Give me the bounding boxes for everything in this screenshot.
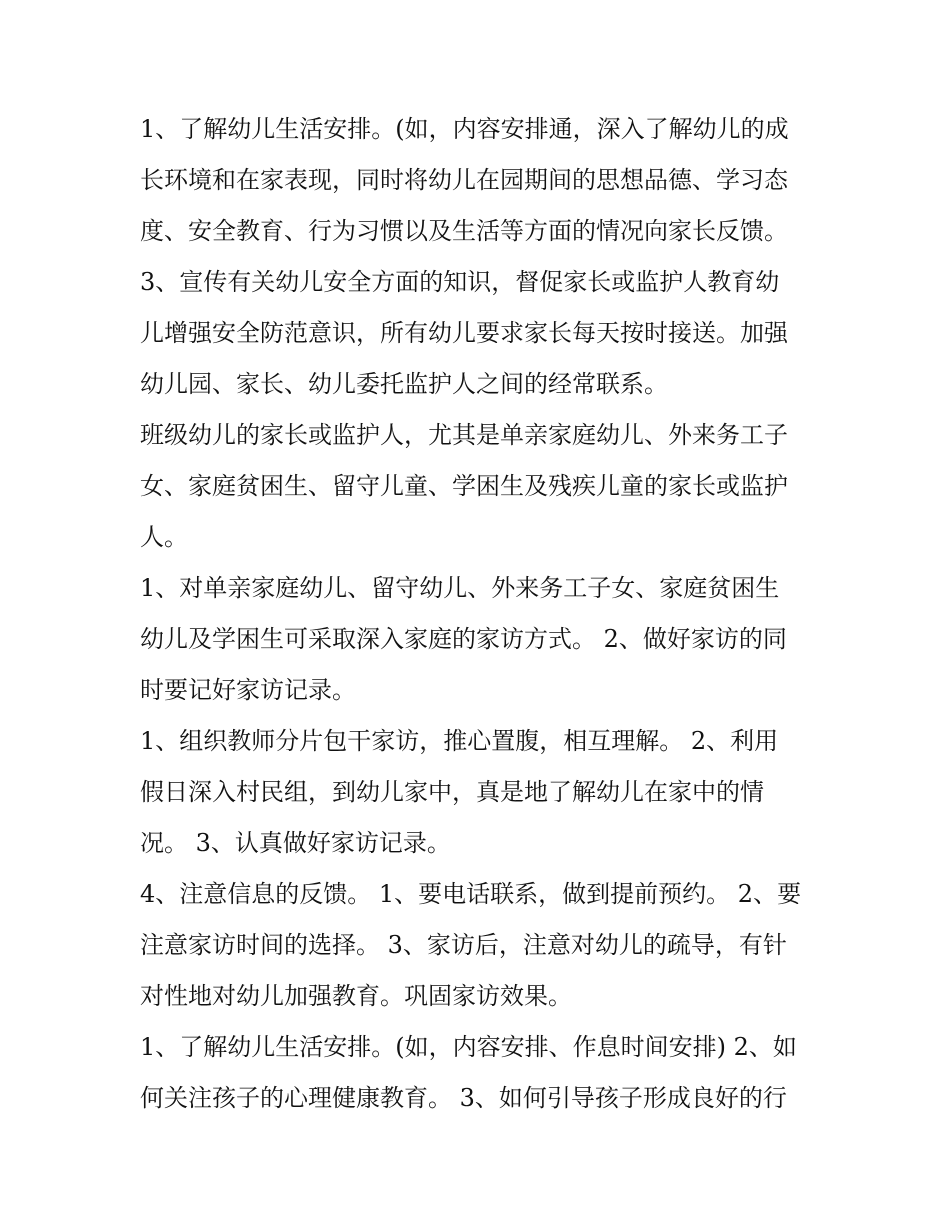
paragraph — [140, 716, 820, 869]
text-line: 1、组织教师分片包干家访，推心置腹，相互理解。 2、利用 — [140, 727, 779, 755]
text-line: 长环境和在家表现，同时将幼儿在园期间的思想品德、学习态 — [140, 166, 788, 194]
text-line: 对性地对幼儿加强教育。巩固家访效果。 — [140, 982, 572, 1010]
text-line: 注意家访时间的选择。 3、家访后，注意对幼儿的疏导，有针 — [140, 931, 787, 959]
text-line: 度、安全教育、行为习惯以及生活等方面的情况向家长反馈。 — [140, 217, 788, 245]
paragraph — [140, 410, 820, 563]
text-line: 1、了解幼儿生活安排。(如，内容安排通，深入了解幼儿的成 — [140, 115, 789, 143]
text-line: 况。 3、认真做好家访记录。 — [140, 829, 451, 857]
paragraph — [140, 563, 820, 716]
text-line: 人。 — [140, 523, 188, 551]
paragraph — [140, 257, 820, 410]
text-line: 1、对单亲家庭幼儿、留守幼儿、外来务工子女、家庭贫困生 — [140, 574, 780, 602]
paragraph — [140, 869, 820, 1022]
document-body — [140, 104, 820, 1124]
text-line: 时要记好家访记录。 — [140, 676, 356, 704]
text-line: 4、注意信息的反馈。 1、要电话联系，做到提前预约。 2、要 — [140, 880, 802, 908]
text-line: 幼儿园、家长、幼儿委托监护人之间的经常联系。 — [140, 370, 668, 398]
text-line: 女、家庭贫困生、留守儿童、学困生及残疾儿童的家长或监护 — [140, 472, 788, 500]
text-line: 1、了解幼儿生活安排。(如，内容安排、作息时间安排) 2、如 — [140, 1033, 797, 1061]
text-line: 儿增强安全防范意识，所有幼儿要求家长每天按时接送。加强 — [140, 319, 788, 347]
text-line: 何关注孩子的心理健康教育。 3、如何引导孩子形成良好的行 — [140, 1084, 787, 1112]
paragraph — [140, 1022, 820, 1124]
text-line: 班级幼儿的家长或监护人，尤其是单亲家庭幼儿、外来务工子 — [140, 421, 788, 449]
text-line: 3、宣传有关幼儿安全方面的知识，督促家长或监护人教育幼 — [140, 268, 780, 296]
text-line: 幼儿及学困生可采取深入家庭的家访方式。 2、做好家访的同 — [140, 625, 787, 653]
paragraph — [140, 104, 820, 257]
text-line: 假日深入村民组，到幼儿家中，真是地了解幼儿在家中的情 — [140, 778, 764, 806]
